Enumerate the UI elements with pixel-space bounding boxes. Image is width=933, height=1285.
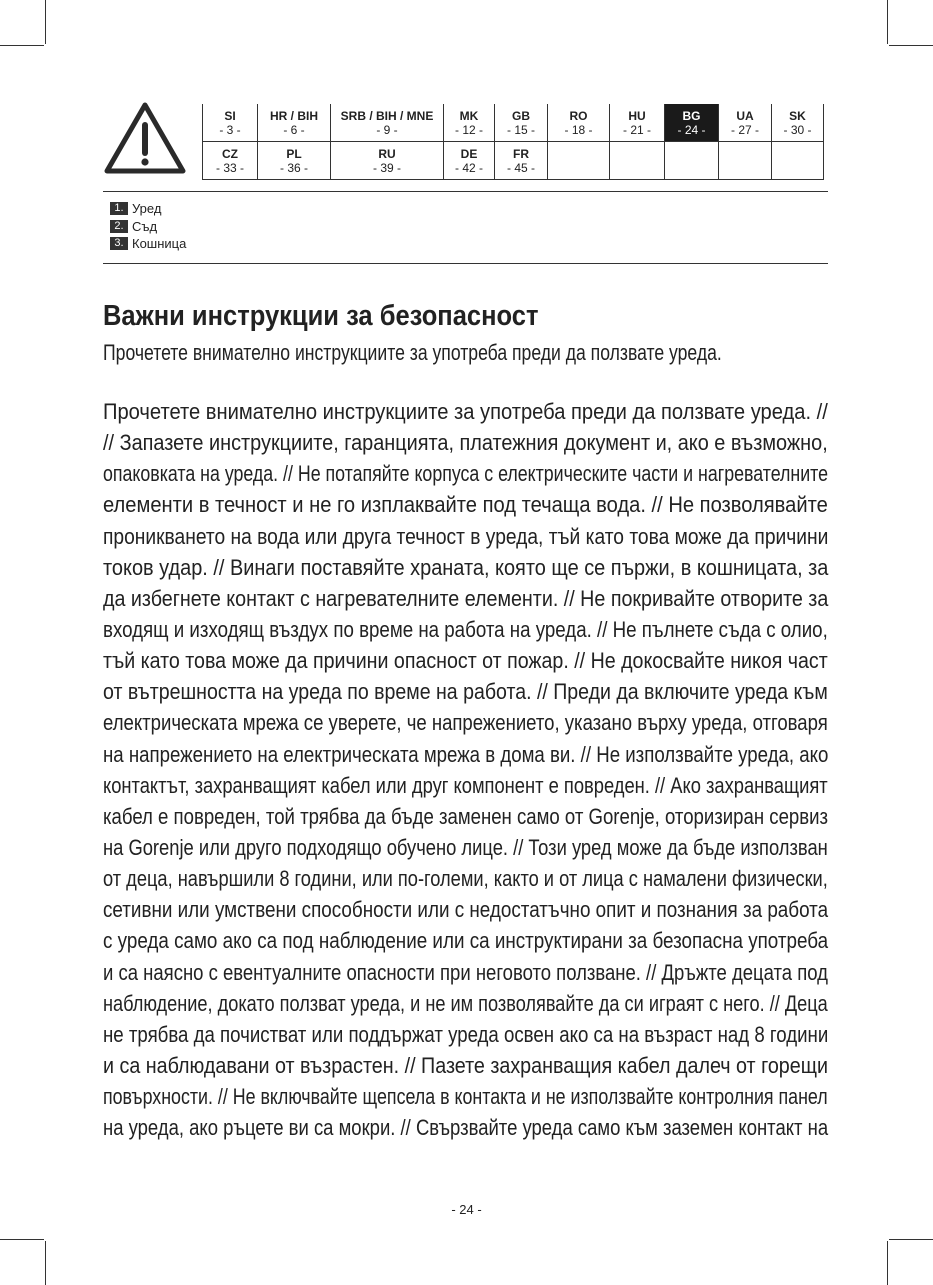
text-line: повърхности. // Не включвайте щепсела в контакта и не използвайте контролния панел xyxy=(103,1084,828,1110)
part-number: 3. xyxy=(110,237,128,250)
language-code: BG xyxy=(682,108,701,123)
text-line: с уреда само ако са под наблюдение или са инструктирани за безопасна употреба xyxy=(103,928,829,954)
language-cell xyxy=(258,142,331,180)
text-line: контактът, захранващият кабел или друг компонент е повреден. // Ако захранващият xyxy=(103,772,828,798)
language-code: HR / BIH xyxy=(270,108,318,123)
text-line: входящ и изходящ въздух по време на работа на уреда. // Не пълнете съда с олио, xyxy=(103,616,828,642)
language-cell xyxy=(548,104,610,142)
language-cell xyxy=(719,104,772,142)
part-number: 2. xyxy=(110,220,128,233)
language-cell xyxy=(203,104,258,142)
text-line: от вътрешността на уреда по време на работа. // Преди да включите уреда към xyxy=(103,679,828,705)
text-line: на Gorenje или друго подходящо обучено лице. // Този уред може да бъде използван xyxy=(103,834,828,860)
crop-mark xyxy=(889,45,933,46)
crop-mark xyxy=(887,0,888,44)
language-page: - 42 - xyxy=(454,160,483,175)
language-code: UA xyxy=(736,108,754,123)
part-number: 1. xyxy=(110,202,128,215)
language-page: - 21 - xyxy=(622,122,651,137)
language-page: - 30 - xyxy=(783,122,812,137)
language-page: - 24 - xyxy=(677,122,706,137)
language-page: - 33 - xyxy=(215,160,244,175)
parts-list xyxy=(110,200,186,253)
language-page: - 39 - xyxy=(372,160,401,175)
text-line: кабел е повреден, той трябва да бъде заменен само от Gorenje, оторизиран сервиз xyxy=(103,803,829,829)
language-cell xyxy=(610,104,665,142)
part-label: Съд xyxy=(132,218,158,234)
divider xyxy=(103,263,828,264)
language-page: - 36 - xyxy=(279,160,308,175)
part-label: Кошница xyxy=(132,236,187,252)
text-line: от деца, навършили 8 години, или по-големи, както и от лица с намалени физически, xyxy=(103,866,828,892)
language-cell xyxy=(610,142,665,180)
safety-instructions-text xyxy=(103,396,828,1143)
language-page: - 6 - xyxy=(283,122,305,137)
language-cell xyxy=(258,104,331,142)
language-code: GB xyxy=(512,108,530,123)
language-code: HU xyxy=(628,108,646,123)
language-code: CZ xyxy=(222,146,238,161)
text-line: на напрежението на електрическата мрежа в дома ви. // Не използвайте уреда, ако xyxy=(103,741,829,767)
text-line: Прочетете внимателно инструкциите за употреба преди да ползвате уреда. // xyxy=(103,399,828,424)
warning-icon xyxy=(103,101,187,175)
language-code: FR xyxy=(513,146,529,161)
text-line: не трябва да почистват или поддържат уреда освен ако са на възраст над 8 години xyxy=(103,1021,829,1047)
text-line: опаковката на уреда. // Не потапяйте корпуса с електрическите части и нагревателните xyxy=(103,461,828,487)
crop-mark xyxy=(0,1239,44,1240)
text-line: тъй като това може да причини опасност от пожар. // Не докосвайте никоя част xyxy=(103,648,828,674)
language-cell xyxy=(444,142,495,180)
list-item xyxy=(110,218,186,236)
language-code: SK xyxy=(789,108,806,123)
text-line: наблюдение, докато ползват уреда, и не им позволявайте да си играят с него. // Деца xyxy=(103,990,828,1016)
text-line: сетивни или умствени способности или с недостатъчно опит и познания за работа xyxy=(103,897,829,923)
text-line: елементи в течност и не го изплаквайте под течаща вода. // Не позволявайте xyxy=(103,492,828,518)
divider xyxy=(103,191,828,192)
text-line: електрическата мрежа се уверете, че напрежението, указано върху уреда, отговаря xyxy=(103,710,828,736)
language-row xyxy=(203,142,824,180)
language-cell xyxy=(665,142,719,180)
crop-mark xyxy=(889,1239,933,1240)
language-page: - 3 - xyxy=(219,122,241,137)
language-code: PL xyxy=(286,146,302,161)
language-code: SI xyxy=(224,108,236,123)
language-code: MK xyxy=(459,108,479,123)
list-item xyxy=(110,200,186,218)
text-line: да избегнете контакт с нагревателните елементи. // Не покривайте отворите за xyxy=(103,585,829,611)
language-code: RO xyxy=(569,108,588,123)
language-cell xyxy=(331,104,444,142)
page-subtitle: Прочетете внимателно инструкциите за употреба преди да ползвате уреда. xyxy=(103,340,722,365)
text-line: токов удар. // Винаги поставяйте храната, която ще се пържи, в кошницата, за xyxy=(103,554,829,580)
language-cell xyxy=(665,104,719,142)
language-index-table xyxy=(202,104,824,180)
language-cell xyxy=(331,142,444,180)
text-line: проникването на вода или друга течност в уреда, тъй като това може да причини xyxy=(103,523,829,549)
language-cell xyxy=(548,142,610,180)
text-line: // Запазете инструкциите, гаранцията, платежния документ и, ако е възможно, xyxy=(103,430,828,456)
language-cell xyxy=(495,104,548,142)
language-cell xyxy=(772,142,824,180)
language-page: - 45 - xyxy=(506,160,535,175)
page-number: - 24 - xyxy=(451,1202,482,1217)
crop-mark xyxy=(887,1241,888,1285)
language-page: - 15 - xyxy=(506,122,535,137)
text-line: и са наясно с евентуалните опасности при неговото ползване. // Дръжте децата под xyxy=(103,959,828,985)
page-title: Важни инструкции за безопасност xyxy=(103,300,539,332)
text-line: и са наблюдавани от възрастен. // Пазете захранващия кабел далеч от горещи xyxy=(103,1052,828,1078)
language-page: - 27 - xyxy=(730,122,759,137)
list-item xyxy=(110,235,186,253)
language-cell xyxy=(495,142,548,180)
crop-mark xyxy=(45,1241,46,1285)
part-label: Уред xyxy=(132,201,162,217)
language-page: - 12 - xyxy=(454,122,483,137)
crop-mark xyxy=(0,45,44,46)
language-page: - 9 - xyxy=(376,122,398,137)
language-cell xyxy=(719,142,772,180)
language-row xyxy=(203,104,824,142)
language-cell xyxy=(203,142,258,180)
language-cell xyxy=(772,104,824,142)
language-code: DE xyxy=(460,146,478,161)
crop-mark xyxy=(45,0,46,44)
language-code: SRB / BIH / MNE xyxy=(340,108,434,123)
language-code: RU xyxy=(378,146,396,161)
text-line: на уреда, ако ръцете ви са мокри. // Свързвайте уреда само към заземен контакт на xyxy=(103,1115,829,1141)
language-page: - 18 - xyxy=(564,122,593,137)
language-cell xyxy=(444,104,495,142)
